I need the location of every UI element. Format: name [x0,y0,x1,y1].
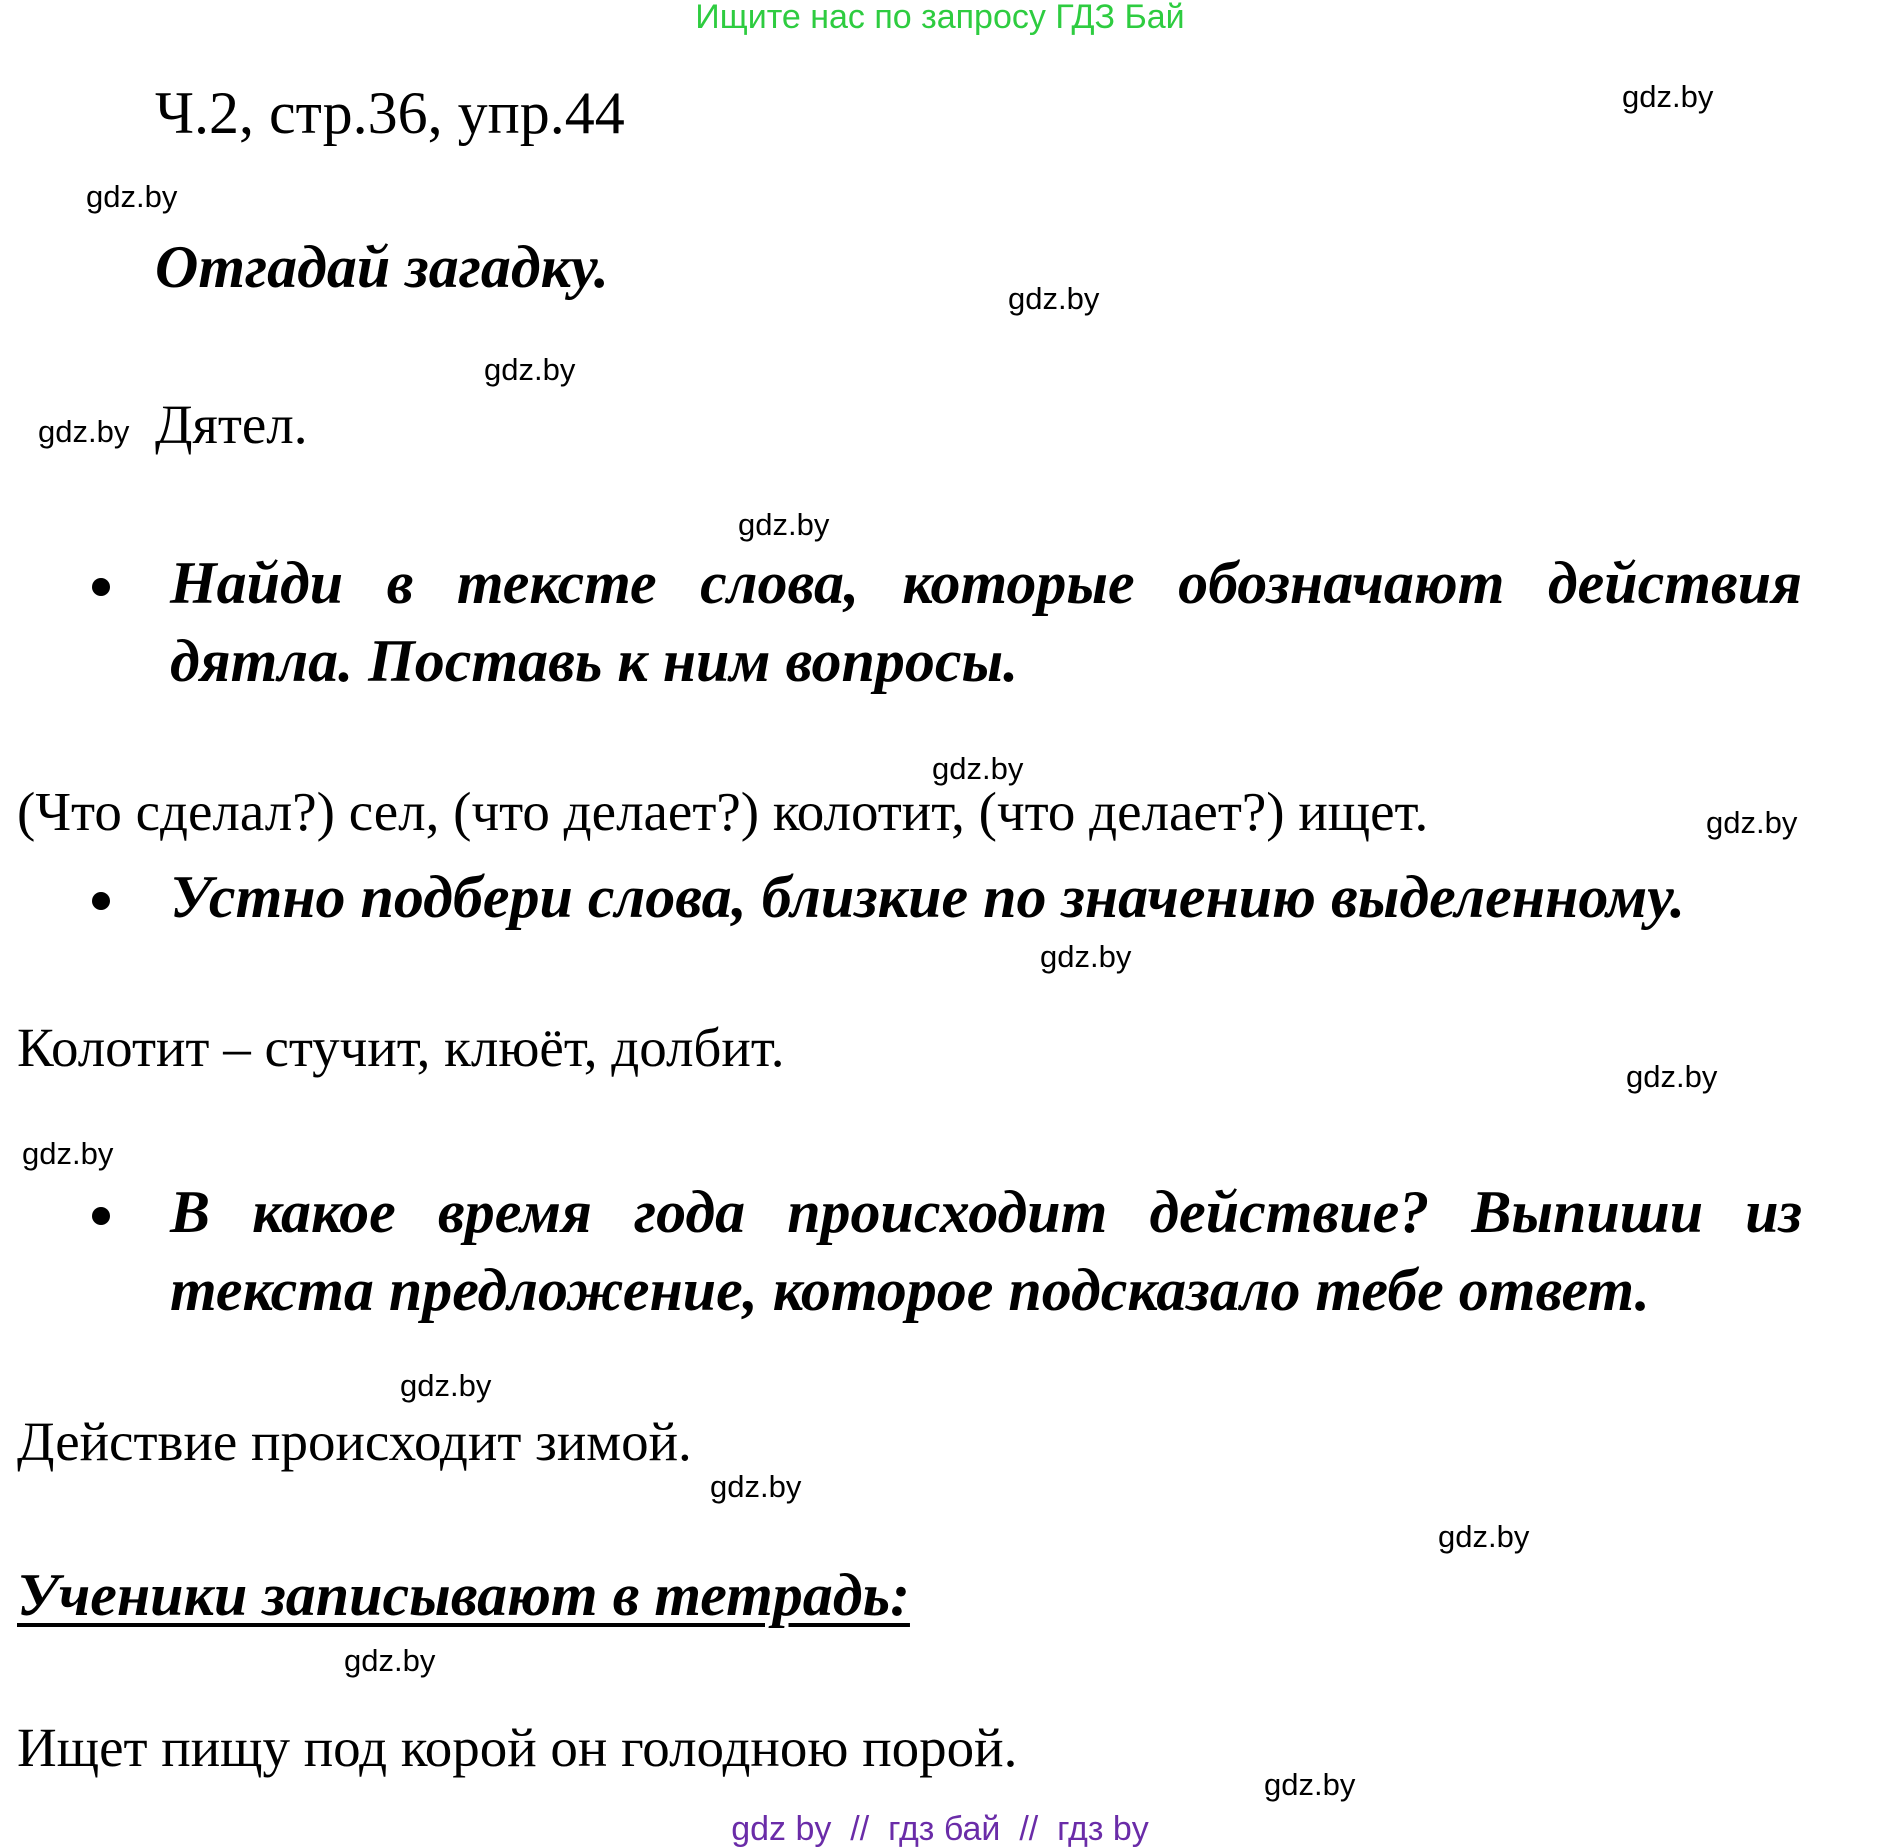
page-heading: Ч.2, стр.36, упр.44 [155,80,625,146]
watermark: gdz.by [1438,1519,1530,1554]
watermark: gdz.by [38,414,130,449]
watermark: gdz.by [344,1643,436,1678]
watermark: gdz.by [86,179,178,214]
watermark: gdz.by [1622,79,1714,114]
task-1-text: Найди в тексте слова, которые обозначают действия дятла. Поставь к ним вопросы. [170,550,1802,694]
answer-5: Ищет пищу под корой он голодною порой. [17,1717,1018,1778]
watermark: gdz.by [738,507,830,542]
answer-2: (Что сделал?) сел, (что делает?) колотит, (что делает?) ищет. [17,781,1429,842]
watermark: gdz.by [1626,1059,1718,1094]
task-3 [92,1173,1802,1329]
bullet-icon [92,1207,110,1225]
task-3-text: В какое время года происходит действие? Выпиши из текста предложение, которое подсказало тебе ответ. [170,1179,1802,1323]
watermark: gdz.by [710,1469,802,1504]
watermark: gdz.by [1008,281,1100,316]
task-2-text: Устно подбери слова, близкие по значению выделенному. [170,864,1686,930]
watermark: gdz.by [1706,805,1798,840]
notebook-label: Ученики записывают в тетрадь: [17,1562,910,1628]
answer-3: Колотит – стучит, клюёт, долбит. [17,1017,785,1078]
task-2 [92,858,1802,936]
task-title: Отгадай загадку. [155,234,609,300]
watermark: gdz.by [22,1136,114,1171]
bullet-icon [92,578,110,596]
top-banner: Ищите нас по запросу ГДЗ Бай [695,0,1185,36]
footer-links: gdz by // гдз бай // гдз by [731,1810,1149,1848]
watermark: gdz.by [1264,1767,1356,1802]
watermark: gdz.by [1040,939,1132,974]
answer-4: Действие происходит зимой. [17,1411,692,1472]
watermark: gdz.by [400,1368,492,1403]
watermark: gdz.by [484,352,576,387]
task-1 [92,544,1802,700]
answer-1: Дятел. [155,394,308,455]
bullet-icon [92,892,110,910]
watermark: gdz.by [932,751,1024,786]
